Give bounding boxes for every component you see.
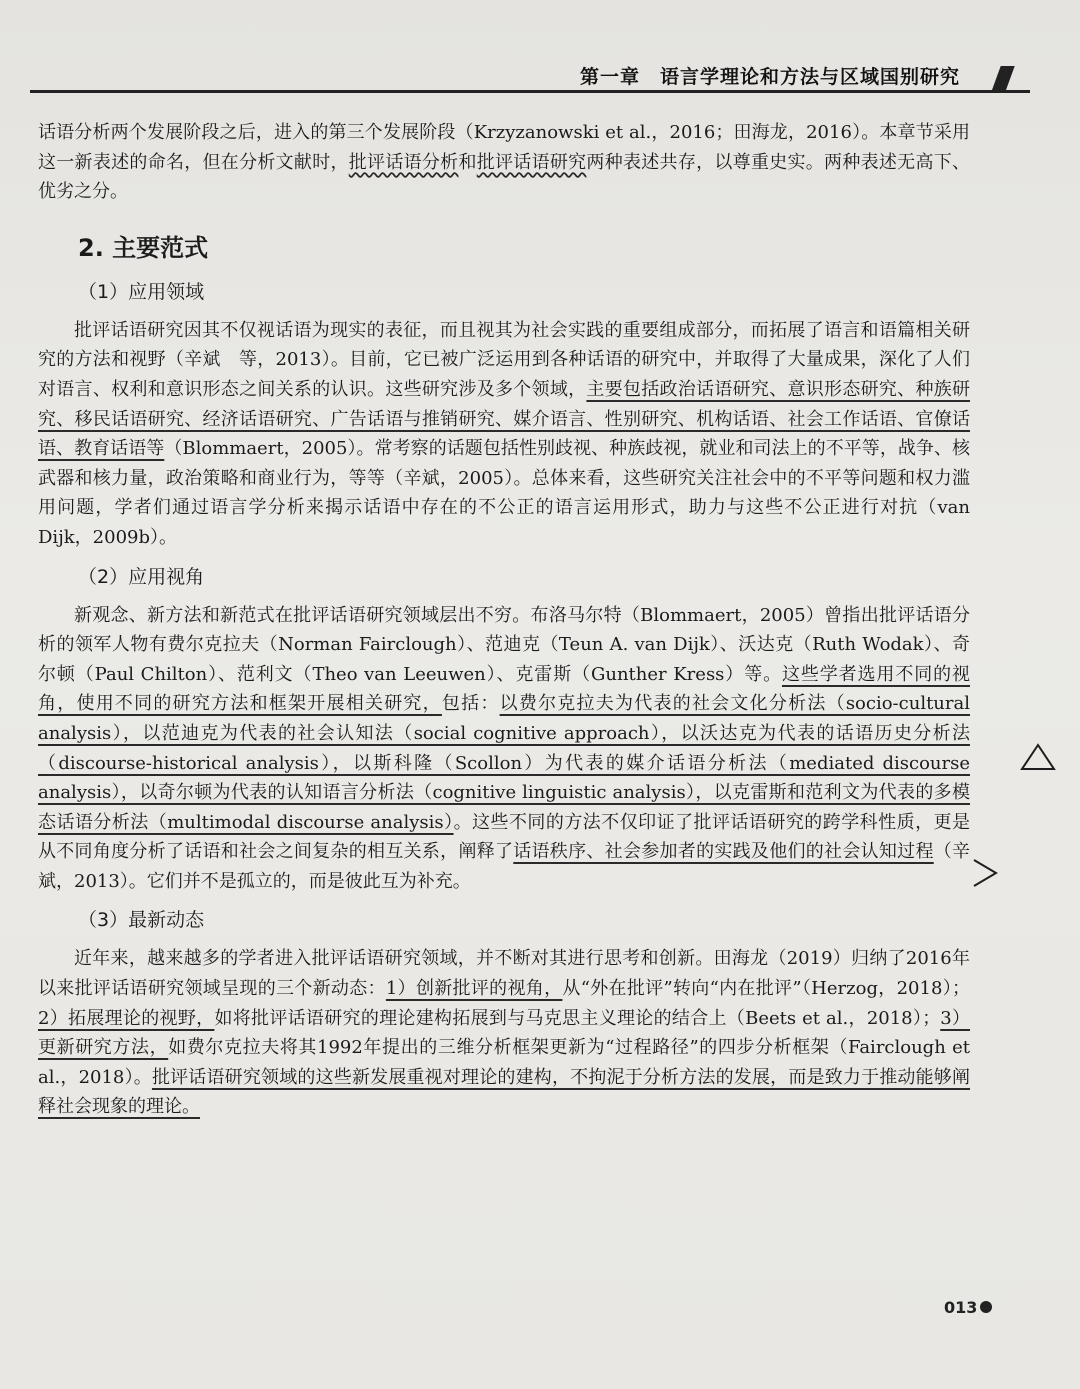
subsection-heading-1: （1）应用领域	[78, 280, 205, 303]
paragraph-application-perspectives: 新观念、新方法和新范式在批评话语研究领域层出不穷。布洛马尔特（Blommaert，2005）曾指出批评话语分析的领军人物有费尔克拉夫（Norman Fairclough）、范迪克（Teun A. van Dijk）、沃达克（Ruth Wodak）、奇尔顿（Paul Chilton）、范利文（Theo van Leeuwen）、克雷斯（Gunther Kress）等。这些学者选用不同的视角，使用不同的研究方法和框架开展相关研究，包括：以费尔克拉夫为代表的社会文化分析法（socio-cultural analysis），以范迪克为代表的社会认知法（social cognitive approach），以沃达克为代表的话语历史分析法（discourse-historical analysis），以斯科隆（Scollon）为代表的媒介话语分析法（mediated discourse analysis），以奇尔顿为代表的认知语言分析法（cognitive linguistic analysis），以克雷斯和范利文为代表的多模态话语分析法（multimodal discourse analysis）。这些不同的方法不仅印证了批评话语研究的跨学科性质，更是从不同角度分析了话语和社会之间复杂的相互关系，阐释了话语秩序、社会参加者的实践及他们的社会认知过程（辛斌，2013）。它们并不是孤立的，而是彼此互为补充。	[38, 604, 970, 892]
section-heading: 2. 主要范式	[78, 233, 209, 262]
header-rule	[30, 90, 1030, 93]
underlined-passage: 批评话语研究领域的这些新发展重视对理论的建构，不拘泥于分析方法的发展，而是致力于推动能够阐释社会现象的理论。	[38, 1066, 970, 1118]
page-number: 013	[944, 1298, 978, 1317]
underlined-passage: 3）更新研究方法，	[38, 1007, 971, 1059]
underlined-passage: 1）创新批评的视角，	[385, 978, 563, 1000]
underlined-passage: 以费尔克拉夫为代表的社会文化分析法（socio-cultural analysis），以范迪克为代表的社会认知法（social cognitive approach），以沃达克为代表的话语历史分析法（discourse-historical analysis），以斯科隆（Scollon）为代表的媒介话语分析法（mediated discourse analysis），以奇尔顿为代表的认知语言分析法（cognitive linguistic analysis），以克雷斯和范利文为代表的多模态话语分析法（multimodal discourse analysis）	[38, 693, 970, 833]
subsection-heading-3: （3）最新动态	[78, 909, 205, 932]
underlined-passage: 这些学者选用不同的视角，使用不同的研究方法和框架开展相关研究，	[38, 663, 970, 715]
page-number-dot	[980, 1301, 992, 1313]
intro-paragraph: 话语分析两个发展阶段之后，进入的第三个发展阶段（Krzyzanowski et al.，2016；田海龙，2016）。本章节采用这一新表述的命名，但在分析文献时，批评话语分析和批评话语研究两种表述共存，以尊重史实。两种表述无高下、优劣之分。	[38, 122, 971, 203]
header-decoration	[991, 66, 1014, 92]
handwritten-bracket-icon	[970, 856, 1000, 890]
underlined-passage: 主要包括政治话语研究、意识形态研究、种族研究、移民话语研究、经济话语研究、广告话语与推销研究、媒介语言、性别研究、机构话语、社会工作话语、官僚话语、教育话语等	[38, 378, 971, 460]
chapter-title: 第一章 语言学理论和方法与区域国别研究	[579, 66, 960, 88]
underlined-passage: 2）拓展理论的视野，	[38, 1007, 215, 1029]
subsection-heading-2: （2）应用视角	[78, 565, 205, 588]
paragraph-latest-trends: 近年来，越来越多的学者进入批评话语研究领域，并不断对其进行思考和创新。田海龙（2019）归纳了2016年以来批评话语研究领域呈现的三个新动态：1）创新批评的视角，从“外在批评”转向“内在批评”（Herzog，2018）；2）拓展理论的视野，如将批评话语研究的理论建构拓展到与马克思主义理论的结合上（Beets et al.，2018）；3）更新研究方法，如费尔克拉夫将其1992年提出的三维分析框架更新为“过程路径”的四步分析框架（Fairclough et al.，2018）。批评话语研究领域的这些新发展重视对理论的建构，不拘泥于分析方法的发展，而是致力于推动能够阐释社会现象的理论。	[38, 948, 971, 1118]
body-text	[38, 118, 970, 1122]
underlined-passage: 话语秩序、社会参加者的实践及他们的社会认知过程	[513, 841, 934, 863]
underlined-term: 批评话语研究	[476, 151, 587, 173]
handwritten-triangle-icon	[1018, 742, 1058, 772]
paragraph-application-fields: 批评话语研究因其不仅视话语为现实的表征，而且视其为社会实践的重要组成部分，而拓展了语言和语篇相关研究的方法和视野（辛斌 等，2013）。目前，它已被广泛运用到各种话语的研究中，并取得了大量成果，深化了人们对语言、权利和意识形态之间关系的认识。这些研究涉及多个领域，主要包括政治话语研究、意识形态研究、种族研究、移民话语研究、经济话语研究、广告话语与推销研究、媒介语言、性别研究、机构话语、社会工作话语、官僚话语、教育话语等（Blommaert，2005）。常考察的话题包括性别歧视、种族歧视，就业和司法上的不平等，战争、核武器和核力量，政治策略和商业行为，等等（辛斌，2005）。总体来看，这些研究关注社会中的不平等问题和权力滥用问题，学者们通过语言学分析来揭示话语中存在的不公正的语言运用形式，助力与这些不公正进行对抗（van Dijk，2009b）。	[38, 319, 971, 548]
underlined-term: 批评话语分析	[348, 151, 459, 173]
running-header	[30, 60, 1070, 94]
